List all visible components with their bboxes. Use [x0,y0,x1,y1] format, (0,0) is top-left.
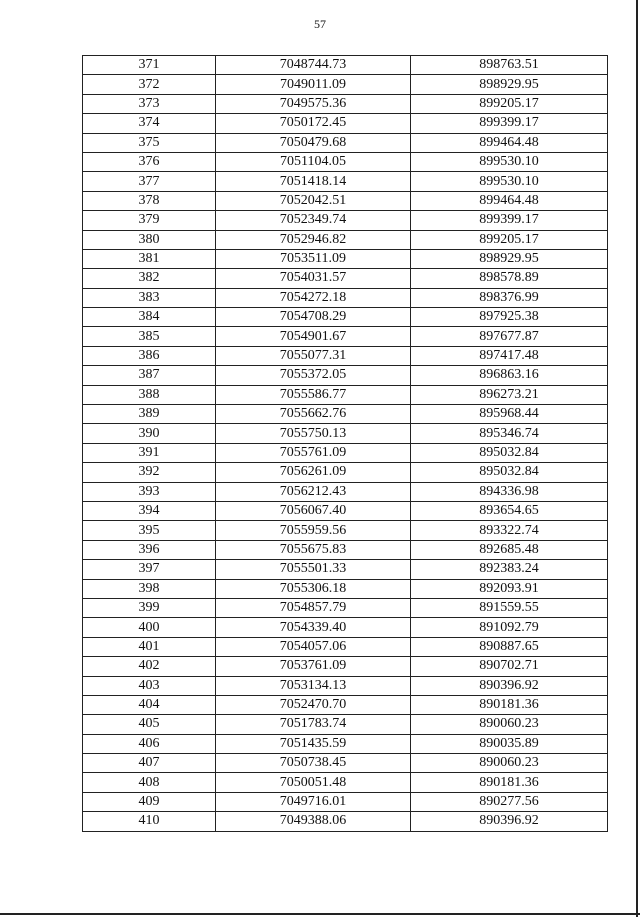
point-number-cell: 395 [83,521,216,540]
point-number-cell: 373 [83,94,216,113]
point-number-cell: 383 [83,288,216,307]
coordinate-x-cell: 7050479.68 [216,133,411,152]
point-number-cell: 384 [83,308,216,327]
coordinate-x-cell: 7053761.09 [216,657,411,676]
point-number-cell: 391 [83,443,216,462]
coordinate-y-cell: 899530.10 [411,152,608,171]
point-number-cell: 406 [83,734,216,753]
point-number-cell: 396 [83,540,216,559]
table-row [83,715,608,734]
coordinate-x-cell: 7053511.09 [216,249,411,268]
table-row [83,327,608,346]
coordinate-y-cell: 890887.65 [411,637,608,656]
coordinate-x-cell: 7054857.79 [216,598,411,617]
coordinate-y-cell: 890702.71 [411,657,608,676]
coordinates-table [82,55,608,832]
table-row [83,152,608,171]
coordinate-x-cell: 7055372.05 [216,366,411,385]
point-number-cell: 392 [83,463,216,482]
page-number: 57 [314,17,326,31]
table-row [83,734,608,753]
table-row [83,385,608,404]
table-row [83,637,608,656]
coordinate-x-cell: 7054901.67 [216,327,411,346]
point-number-cell: 377 [83,172,216,191]
coordinate-x-cell: 7049575.36 [216,94,411,113]
table-row [83,114,608,133]
table-row [83,579,608,598]
table-row [83,657,608,676]
coordinate-y-cell: 899464.48 [411,191,608,210]
point-number-cell: 385 [83,327,216,346]
coordinate-x-cell: 7051418.14 [216,172,411,191]
coordinate-x-cell: 7054057.06 [216,637,411,656]
point-number-cell: 371 [83,56,216,75]
table-row [83,288,608,307]
table-row [83,133,608,152]
point-number-cell: 400 [83,618,216,637]
coordinate-y-cell: 895032.84 [411,443,608,462]
table-row [83,75,608,94]
coordinate-y-cell: 897417.48 [411,346,608,365]
coordinate-y-cell: 897925.38 [411,308,608,327]
coordinate-x-cell: 7055761.09 [216,443,411,462]
coordinate-x-cell: 7054708.29 [216,308,411,327]
point-number-cell: 372 [83,75,216,94]
coordinate-x-cell: 7055750.13 [216,424,411,443]
point-number-cell: 401 [83,637,216,656]
point-number-cell: 405 [83,715,216,734]
point-number-cell: 389 [83,405,216,424]
coordinate-x-cell: 7051104.05 [216,152,411,171]
table-row [83,366,608,385]
coordinate-y-cell: 897677.87 [411,327,608,346]
table-row [83,346,608,365]
table-row [83,405,608,424]
table-row [83,424,608,443]
coordinate-x-cell: 7049716.01 [216,792,411,811]
coordinate-y-cell: 890181.36 [411,695,608,714]
table-row [83,695,608,714]
coordinate-y-cell: 890035.89 [411,734,608,753]
point-number-cell: 387 [83,366,216,385]
coordinate-y-cell: 892685.48 [411,540,608,559]
table-row [83,269,608,288]
coordinate-x-cell: 7054272.18 [216,288,411,307]
point-number-cell: 398 [83,579,216,598]
table-row [83,172,608,191]
table-row [83,501,608,520]
table-row [83,211,608,230]
coordinate-y-cell: 898929.95 [411,75,608,94]
table-row [83,249,608,268]
point-number-cell: 410 [83,812,216,831]
point-number-cell: 386 [83,346,216,365]
coordinate-y-cell: 899205.17 [411,230,608,249]
point-number-cell: 399 [83,598,216,617]
coordinate-y-cell: 899464.48 [411,133,608,152]
coordinate-x-cell: 7054339.40 [216,618,411,637]
table-row [83,598,608,617]
coordinate-x-cell: 7052470.70 [216,695,411,714]
coordinate-y-cell: 896273.21 [411,385,608,404]
point-number-cell: 402 [83,657,216,676]
point-number-cell: 408 [83,773,216,792]
coordinate-x-cell: 7054031.57 [216,269,411,288]
point-number-cell: 397 [83,560,216,579]
table-row [83,482,608,501]
coordinate-x-cell: 7055586.77 [216,385,411,404]
coordinate-y-cell: 898763.51 [411,56,608,75]
coordinate-y-cell: 890277.56 [411,792,608,811]
coordinate-x-cell: 7053134.13 [216,676,411,695]
coordinates-table-body [83,56,608,832]
coordinate-y-cell: 894336.98 [411,482,608,501]
coordinate-x-cell: 7056067.40 [216,501,411,520]
point-number-cell: 394 [83,501,216,520]
point-number-cell: 409 [83,792,216,811]
coordinate-x-cell: 7050051.48 [216,773,411,792]
point-number-cell: 403 [83,676,216,695]
coordinate-x-cell: 7051783.74 [216,715,411,734]
table-row [83,463,608,482]
coordinate-y-cell: 899399.17 [411,211,608,230]
table-row [83,773,608,792]
coordinate-x-cell: 7055959.56 [216,521,411,540]
table-row [83,443,608,462]
table-row [83,792,608,811]
table-row [83,521,608,540]
table-row [83,230,608,249]
coordinate-y-cell: 898578.89 [411,269,608,288]
table-row [83,56,608,75]
coordinate-y-cell: 893322.74 [411,521,608,540]
coordinate-x-cell: 7055675.83 [216,540,411,559]
point-number-cell: 393 [83,482,216,501]
page-edge-bottom [0,913,640,915]
point-number-cell: 374 [83,114,216,133]
point-number-cell: 404 [83,695,216,714]
coordinate-y-cell: 895968.44 [411,405,608,424]
coordinate-y-cell: 893654.65 [411,501,608,520]
point-number-cell: 375 [83,133,216,152]
table-row [83,191,608,210]
point-number-cell: 379 [83,211,216,230]
table-row [83,308,608,327]
coordinate-x-cell: 7051435.59 [216,734,411,753]
table-row [83,540,608,559]
point-number-cell: 407 [83,754,216,773]
coordinate-y-cell: 895346.74 [411,424,608,443]
coordinate-y-cell: 890396.92 [411,812,608,831]
coordinate-x-cell: 7049388.06 [216,812,411,831]
point-number-cell: 378 [83,191,216,210]
coordinate-y-cell: 890060.23 [411,715,608,734]
point-number-cell: 388 [83,385,216,404]
coordinate-x-cell: 7052349.74 [216,211,411,230]
point-number-cell: 376 [83,152,216,171]
coordinate-y-cell: 898929.95 [411,249,608,268]
coordinate-y-cell: 898376.99 [411,288,608,307]
table-row [83,94,608,113]
coordinate-y-cell: 890396.92 [411,676,608,695]
point-number-cell: 390 [83,424,216,443]
point-number-cell: 381 [83,249,216,268]
table-row [83,560,608,579]
coordinate-x-cell: 7056261.09 [216,463,411,482]
table-row [83,618,608,637]
coordinate-y-cell: 890181.36 [411,773,608,792]
coordinate-y-cell: 899530.10 [411,172,608,191]
coordinate-y-cell: 892383.24 [411,560,608,579]
coordinate-x-cell: 7048744.73 [216,56,411,75]
coordinate-y-cell: 896863.16 [411,366,608,385]
coordinate-y-cell: 899399.17 [411,114,608,133]
table-row [83,676,608,695]
page-edge-right [636,0,638,917]
coordinate-y-cell: 892093.91 [411,579,608,598]
coordinate-x-cell: 7055306.18 [216,579,411,598]
coordinate-x-cell: 7049011.09 [216,75,411,94]
table-row [83,812,608,831]
coordinate-y-cell: 899205.17 [411,94,608,113]
point-number-cell: 382 [83,269,216,288]
coordinate-x-cell: 7055501.33 [216,560,411,579]
table-row [83,754,608,773]
point-number-cell: 380 [83,230,216,249]
coordinate-y-cell: 890060.23 [411,754,608,773]
coordinate-y-cell: 895032.84 [411,463,608,482]
coordinate-x-cell: 7050172.45 [216,114,411,133]
coordinate-x-cell: 7050738.45 [216,754,411,773]
coordinate-y-cell: 891092.79 [411,618,608,637]
coordinate-x-cell: 7052946.82 [216,230,411,249]
coordinate-x-cell: 7055077.31 [216,346,411,365]
coordinate-x-cell: 7052042.51 [216,191,411,210]
coordinate-y-cell: 891559.55 [411,598,608,617]
coordinate-x-cell: 7055662.76 [216,405,411,424]
coordinate-x-cell: 7056212.43 [216,482,411,501]
